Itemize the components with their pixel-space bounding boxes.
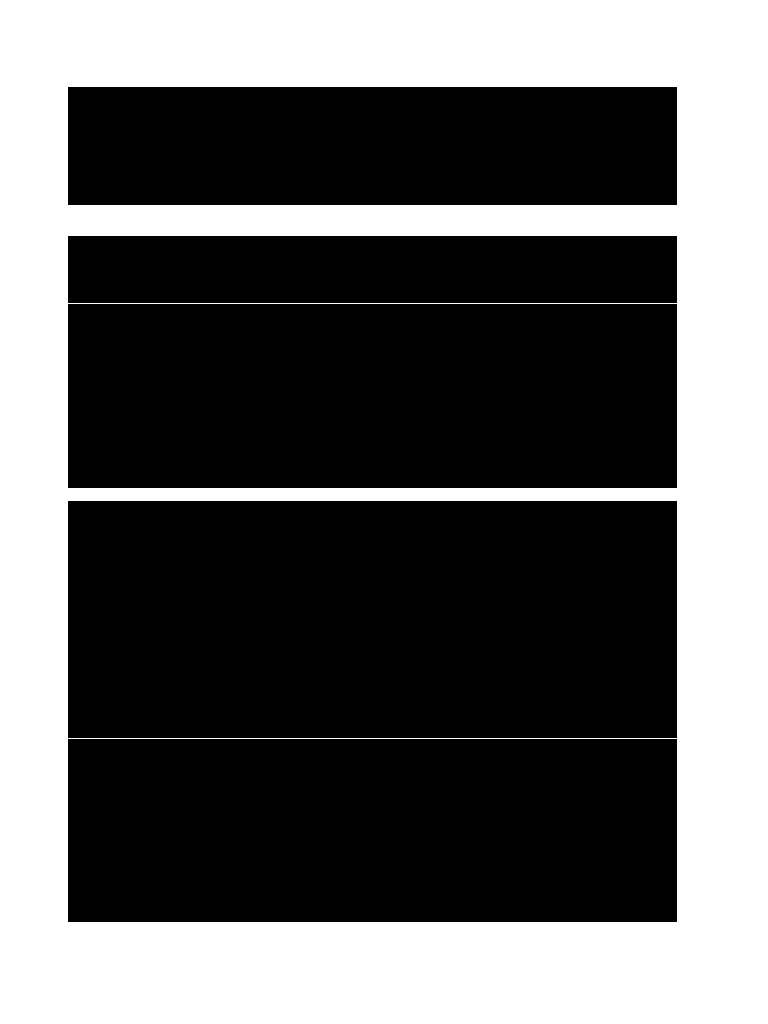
- text-line: spesimen tertentu melalui suatu rangkaian proses hingga menjadi sajian yang siap untuk: [92, 271, 564, 286]
- text-line: Autolisis adalah proses kerusakan jaringan tubuh yang disebabkan enzim-enzim proteolitik: [92, 638, 581, 653]
- efek-fiksasi-block: [68, 501, 677, 738]
- section-heading: Definisi Histoteknik: [96, 238, 211, 253]
- text-line: rentan terhadap proses pembusukan dibandingkan dengan jaringan tubuh lainnya.: [92, 604, 529, 619]
- section-heading: 2.3 Proses Pembuatan Sajian Histologi: [68, 305, 289, 320]
- text-line: Rangkaian proses pembuatan sajian histologi terdiri atas (Key, 2006).:: [92, 321, 469, 336]
- list-item: i. Pelabelan (Labelling): [73, 472, 200, 487]
- text-line: yang terdapat pada sel/jaringan tersebut. Proses proteolitik ini akan lebih cepat terjadi pada: [92, 655, 580, 670]
- text-line: Fiksasi akan menghambat terjadinya pembusukan yang disebabkan oleh kuman pembusuk: [92, 553, 577, 568]
- list-item: e. Fiksasi akan mengubah konsistensi sel yang setengah cair (sol) menjadi lebih padat (gel).: [73, 823, 565, 838]
- list-item: f. Diferensiasi optic: [73, 840, 179, 855]
- text-line: dari dalam atau luar tubuh. Waktu pembusukan untuk setiap jaringan/organ adalah berbeda: [92, 570, 579, 585]
- list-item: a. Menghambat proses pembusukan dan autolysis: [73, 537, 339, 552]
- text-line: Apakah pengertian dari fiksasi jaringan ?: [92, 104, 313, 119]
- text-line: struktur jaringan yang telah difiksasi akan lebih mudah dilihat dibandingkan dengan struktur: [92, 873, 588, 888]
- list-item: g. Pewarnaan (Staining): [73, 438, 203, 453]
- continuation-block: [68, 739, 677, 922]
- list-item: b. Pengawetan jaringan: [73, 772, 199, 787]
- histoteknik-block: [68, 236, 677, 488]
- text-line: cair (-70°C): [92, 756, 157, 771]
- text-line: suhu tropik (24 – 36°C). Proses proteolitik juga lebih mudah terjadi di negeri tropis dibanding: [92, 672, 596, 687]
- text-line: Pembusukan sering disertai oleh pembentukan gas yang berbau.: [92, 621, 435, 636]
- text-line: dengan dibekukan dalam ruang bertemperatur dingin (freezer, -20°C) atau dengan nitrogen: [92, 740, 580, 755]
- list-item: b. Dehidrasi (Dehydration): [73, 355, 218, 370]
- text-line: c. Bagaimaa efek fiksasi terhadap jaringan ?: [92, 138, 329, 153]
- list-item: e. Pengecoran (Blocking): [73, 405, 210, 420]
- list-item: c. Pengerasan jaringan: [73, 789, 194, 804]
- list-item: d. Pembenaman (Impregnasi/Embedding): [73, 388, 297, 403]
- text-line: b. Apakah manfaat dan tujuan fiksasi terhadap jaringan ?: [92, 121, 397, 136]
- list-item: d. Pemadatan koloid: [73, 806, 183, 821]
- text-line: .: [72, 87, 76, 102]
- text-line: f. Apakah pengaruh fiksasi terhadap pewarnaan ?: [92, 188, 356, 203]
- text-line: diambil dari tubuh. Bila keadaan ini tidak memungkinkan, jaringan dapat disimpan sementara: [92, 722, 595, 737]
- questions-block: [68, 87, 677, 205]
- list-item: f. Pemotongan jaringan (Sectioning): [73, 422, 268, 437]
- section-heading: Efek Fiksasi Pada Jaringan: [74, 503, 232, 518]
- list-item: h. Perekatan (Mounting): [73, 455, 205, 470]
- text-line: e. Apa saja jenis larutan fiksasi ?: [92, 172, 268, 187]
- text-line: Histoteknik adalah metoda atau cara atau proses untuk membuat sajian histologi dari: [129, 255, 584, 270]
- text-line: Beberapa efek fiksasi pada sampel yang berupa jaringan, yaitu (Mikel, 2004) :: [139, 520, 559, 535]
- text-line: Fiksasi akan mengubah indeks refraksi berbagai unsur sel dan jaringan. Sebelum diwarnai,: [92, 856, 579, 871]
- list-item: a. Fiksasi (Fixation): [73, 338, 181, 353]
- text-line: jaringan harus segera dimasukkan ke dalam cairan fiksasi segera setelah kematian atau: [92, 705, 557, 720]
- list-item: c. Pembeningan (Clearing): [73, 371, 217, 386]
- text-line: d. Apa saja macam-macam fiksasi.: [92, 155, 278, 170]
- text-line: dengan negeri iklim sub tropik. Untuk menghindari proses pembusukan dan autolisis,: [92, 688, 551, 703]
- text-line: jaringan yang belum difiksasi.: [92, 890, 255, 905]
- text-line: tergantung pada konsistensi dan kandungan unsur penyusun jaringan. Usus dan otak sangat: [92, 587, 581, 602]
- text-line: diamati atau dianalisa (Hastuti, 2011).: [92, 288, 297, 303]
